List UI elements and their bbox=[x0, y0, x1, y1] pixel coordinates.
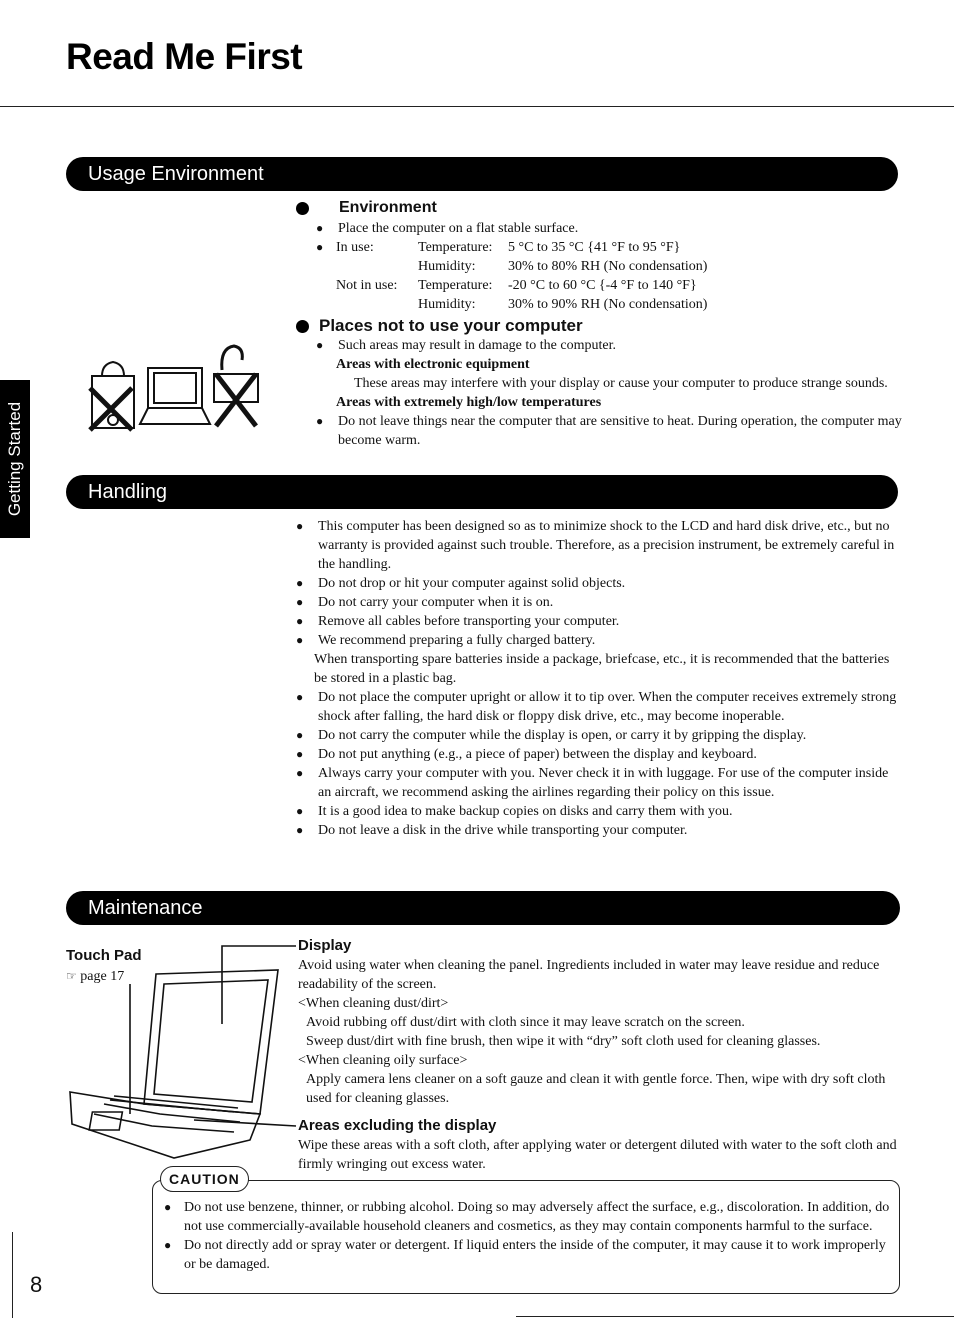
list-item bbox=[316, 412, 902, 450]
list-item-text: It is a good idea to make backup copies on disks and carry them with you. bbox=[318, 804, 733, 819]
list-item-text: Do not drop or hit your computer against solid objects. bbox=[318, 576, 626, 591]
list-item bbox=[296, 688, 900, 726]
list-item bbox=[316, 219, 906, 238]
bullet-icon: ● bbox=[316, 338, 324, 352]
oily-text: Apply camera lens cleaner on a soft gauze and clean it with gentle force. Then, wipe with dry soft cloth used for cleaning glasses. bbox=[306, 1072, 886, 1106]
bullet-icon: ● bbox=[296, 804, 304, 818]
handling-heading: Handling bbox=[88, 480, 167, 503]
page-number: 8 bbox=[30, 1272, 43, 1297]
list-item-text: Do not directly add or spray water or detergent. If liquid enters the inside of the computer, it may cause it to work improperly or be damaged. bbox=[184, 1238, 886, 1272]
list-item bbox=[296, 764, 900, 802]
touchpad-label: Touch Pad bbox=[66, 947, 142, 964]
page-title: Read Me First bbox=[66, 36, 303, 77]
places-heading: Places not to use your computer bbox=[319, 316, 583, 335]
phone-prohibited-icon bbox=[214, 346, 258, 426]
list-item-text: Do not put anything (e.g., a piece of paper) between the display and keyboard. bbox=[318, 747, 757, 762]
environment-heading-row bbox=[296, 199, 437, 217]
bullet-icon: ● bbox=[296, 519, 304, 533]
not-in-use-humidity: 30% to 90% RH (No condensation) bbox=[508, 297, 708, 312]
list-item-text: Do not carry your computer when it is on. bbox=[318, 595, 554, 610]
list-item-text: Always carry your computer with you. Never check it in with luggage. For use of the computer inside an aircraft, we recommend asking the airlines regarding their policy on this issue. bbox=[318, 766, 889, 800]
title-rule bbox=[0, 106, 954, 107]
in-use-label: In use: bbox=[336, 240, 374, 255]
areas-excluding-display-text: Wipe these areas with a soft cloth, after applying water or detergent diluted with water to the soft cloth and firmly wringing out excess water. bbox=[298, 1138, 897, 1172]
areas-excluding-display-heading: Areas excluding the display bbox=[298, 1117, 497, 1134]
list-item-text: Do not leave things near the computer that are sensitive to heat. During operation, the computer may become warm. bbox=[338, 414, 902, 448]
electronic-equipment-heading: Areas with electronic equipment bbox=[336, 357, 530, 372]
list-item-text: Do not place the computer upright or allow it to tip over. When the computer receives extremely strong shock after falling, the hard disk or floppy disk drive, etc., may become inoperable. bbox=[318, 690, 897, 724]
bullet-icon: ● bbox=[296, 766, 304, 780]
list-item bbox=[296, 612, 900, 631]
in-use-humidity: 30% to 80% RH (No condensation) bbox=[508, 259, 708, 274]
list-item bbox=[296, 821, 900, 840]
bullet-icon: ● bbox=[164, 1200, 172, 1214]
maintenance-heading: Maintenance bbox=[88, 896, 203, 919]
bullet-icon: ● bbox=[296, 690, 304, 704]
temperature-areas-heading: Areas with extremely high/low temperatures bbox=[336, 395, 602, 410]
oily-heading: <When cleaning oily surface> bbox=[298, 1053, 468, 1068]
display-heading: Display bbox=[298, 937, 352, 954]
temperature-label: Temperature: bbox=[418, 278, 493, 293]
bullet-icon: ● bbox=[296, 595, 304, 609]
list-item-text: Such areas may result in damage to the computer. bbox=[338, 338, 616, 353]
touchpad-reference-text: page 17 bbox=[80, 969, 125, 984]
laptop-cleaning-illustration bbox=[64, 944, 300, 1166]
list-item bbox=[296, 745, 900, 764]
display-text: Avoid using water when cleaning the panel. Ingredients included in water may leave residue and reduce readability of the screen. bbox=[298, 958, 880, 992]
bullet-icon: ● bbox=[164, 1238, 172, 1252]
list-item bbox=[164, 1198, 890, 1236]
caution-list bbox=[164, 1198, 890, 1274]
temperature-label: Temperature: bbox=[418, 240, 493, 255]
caution-badge: CAUTION bbox=[160, 1166, 249, 1192]
bullet-icon: ● bbox=[296, 823, 304, 837]
usage-environment-banner bbox=[66, 157, 898, 191]
page-reference-icon: ☞ bbox=[66, 969, 77, 983]
bullet-icon bbox=[296, 202, 309, 215]
in-use-temperature: 5 °C to 35 °C {41 °F to 95 °F} bbox=[508, 240, 681, 255]
list-item-text: Place the computer on a flat stable surface. bbox=[338, 221, 579, 236]
bullet-icon bbox=[296, 320, 309, 333]
bullet-icon: ● bbox=[296, 747, 304, 761]
list-item-text: We recommend preparing a fully charged battery. bbox=[318, 633, 596, 648]
bullet-icon: ● bbox=[316, 240, 324, 254]
side-tab-label: Getting Started bbox=[5, 401, 24, 517]
display-section bbox=[298, 956, 900, 1108]
electronic-equipment-text: These areas may interfere with your display or cause your computer to produce strange sounds. bbox=[354, 376, 888, 391]
list-item bbox=[296, 726, 900, 745]
list-item bbox=[296, 802, 900, 821]
bottom-rule bbox=[516, 1316, 954, 1317]
list-item bbox=[164, 1236, 890, 1274]
dust-heading: <When cleaning dust/dirt> bbox=[298, 996, 449, 1011]
left-margin-rule bbox=[12, 1232, 13, 1318]
environment-heading: Environment bbox=[339, 199, 437, 217]
usage-environment-heading: Usage Environment bbox=[88, 162, 264, 185]
environment-list bbox=[316, 219, 906, 238]
bullet-icon: ● bbox=[316, 221, 324, 235]
list-item bbox=[316, 336, 902, 355]
handling-banner bbox=[66, 475, 898, 509]
humidity-label: Humidity: bbox=[418, 259, 476, 274]
not-in-use-label: Not in use: bbox=[336, 278, 398, 293]
bullet-icon: ● bbox=[296, 614, 304, 628]
list-item-text: Do not carry the computer while the display is open, or carry it by gripping the display. bbox=[318, 728, 807, 743]
not-in-use-temperature: -20 °C to 60 °C {-4 °F to 140 °F} bbox=[508, 278, 697, 293]
prohibited-places-illustration bbox=[86, 340, 266, 432]
battery-note: When transporting spare batteries inside a package, briefcase, etc., it is recommended that the batteries be stored in a plastic bag. bbox=[314, 652, 890, 686]
places-heading-row bbox=[296, 316, 583, 336]
places-list bbox=[316, 336, 902, 450]
side-tab bbox=[0, 380, 30, 538]
handling-list bbox=[296, 517, 900, 840]
dust-text-1: Avoid rubbing off dust/dirt with cloth since it may leave scratch on the screen. bbox=[306, 1015, 745, 1030]
list-item bbox=[296, 631, 900, 650]
bullet-icon: ● bbox=[296, 633, 304, 647]
list-item-text: Remove all cables before transporting your computer. bbox=[318, 614, 620, 629]
list-item-text: Do not use benzene, thinner, or rubbing alcohol. Doing so may adversely affect the surface, e.g., discoloration. In addition, do not use commercially-available household cleaners and cosmetics, as they may contain components harmful to the surface. bbox=[184, 1200, 890, 1234]
list-item bbox=[296, 517, 900, 574]
list-item bbox=[296, 593, 900, 612]
humidity-label: Humidity: bbox=[418, 297, 476, 312]
bullet-icon: ● bbox=[296, 728, 304, 742]
speaker-prohibited-icon bbox=[90, 362, 134, 430]
list-item-text: Do not leave a disk in the drive while transporting your computer. bbox=[318, 823, 688, 838]
bullet-icon: ● bbox=[316, 414, 324, 428]
list-item-text: This computer has been designed so as to minimize shock to the LCD and hard disk drive, etc., but no warranty is provided against such trouble. Therefore, as a precision instrument, be extremely careful in the handling. bbox=[318, 519, 895, 572]
bullet-icon: ● bbox=[296, 576, 304, 590]
maintenance-banner bbox=[66, 891, 900, 925]
list-item bbox=[296, 574, 900, 593]
laptop-icon bbox=[140, 368, 210, 424]
dust-text-2: Sweep dust/dirt with fine brush, then wipe it with “dry” soft cloth used for cleaning glasses. bbox=[306, 1034, 821, 1049]
